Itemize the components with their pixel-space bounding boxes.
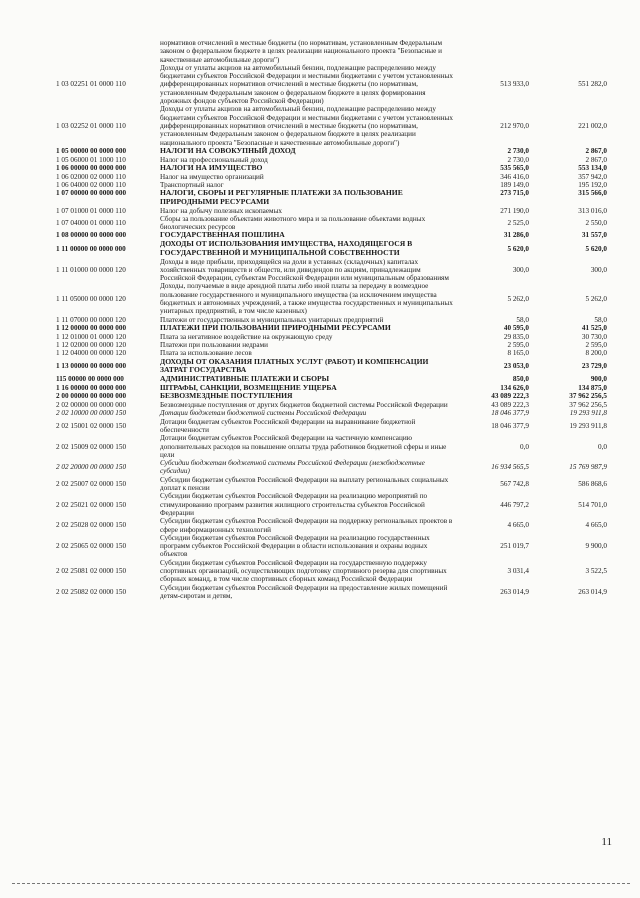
row-value-1: 0,0 [520, 442, 529, 451]
row-value-2: 9 900,0 [585, 542, 607, 551]
table-row [56, 476, 618, 493]
row-value-2: 58,0 [594, 315, 607, 324]
row-value-2: 514 701,0 [578, 500, 607, 509]
row-name: Налог на профессиональный доход [160, 155, 268, 164]
row-value-1: 2 730,0 [507, 155, 529, 164]
row-value-2: 23 729,0 [581, 362, 607, 371]
table-row [56, 401, 618, 409]
row-value-1: 189 149,0 [500, 180, 529, 189]
table-row [56, 384, 618, 393]
row-name: БЕЗВОЗМЕЗДНЫЕ ПОСТУПЛЕНИЯ [160, 391, 293, 401]
row-name: Транспортный налог [160, 180, 224, 189]
table-row [56, 173, 618, 181]
row-value-1: 2 525,0 [507, 219, 529, 227]
row-name: Субсидии бюджетам субъектов Российской Федерации на предоставление жилых помещений детям-сиротам и детям, [160, 583, 448, 600]
row-value-1: 43 089 222,3 [491, 392, 529, 401]
row-name: Доходы от уплаты акцизов на автомобильный бензин, подлежащие распределению между бюджетами субъектов Российской Федерации и местными бюджетами с учетом установленных дифференцированных нормативов отчислений в местные бюджеты (по нормативам, установленным Федеральным законом о федеральном бюджете в целях реализации национального проекта "Безопасные и качественные автомобильные дороги") [160, 105, 453, 147]
table-row [56, 156, 618, 164]
row-value-2: 4 665,0 [585, 521, 607, 530]
row-value-2: 41 525,0 [581, 324, 607, 333]
table-row [56, 409, 618, 417]
row-code: 1 12 00000 00 0000 000 [56, 324, 127, 333]
row-name: ШТРАФЫ, САНКЦИИ, ВОЗМЕЩЕНИЕ УЩЕРБА [160, 382, 337, 392]
row-name: Безвозмездные поступления от других бюджетов бюджетной системы Российской Федерации [160, 401, 448, 410]
row-name: Субсидии бюджетам субъектов Российской Федерации на выплату региональных социальных доплат к пенсии [160, 475, 449, 493]
table-row [56, 164, 618, 173]
row-code: 1 11 07000 00 0000 120 [56, 315, 126, 324]
row-value-2: 2 867,0 [585, 146, 607, 155]
row-name: Платежи при пользовании недрами [160, 340, 269, 349]
row-value-2: 2 595,0 [585, 340, 607, 349]
row-value-1: 212 970,0 [500, 121, 529, 130]
table-row [56, 492, 618, 517]
table-row [56, 517, 618, 534]
row-code: 2 02 20000 00 0000 150 [56, 463, 127, 472]
row-name: Дотации бюджетам бюджетной системы Российской Федерации [160, 409, 367, 418]
row-name: ДОХОДЫ ОТ ОКАЗАНИЯ ПЛАТНЫХ УСЛУГ (РАБОТ) И КОМПЕНСАЦИИ ЗАТРАТ ГОСУДАРСТВА [160, 356, 429, 375]
row-code: 1 06 02000 02 0000 110 [56, 172, 126, 181]
row-value-2: 19 293 911,8 [569, 421, 607, 430]
table-row [56, 375, 618, 384]
row-value-1: 8 165,0 [507, 349, 529, 358]
row-value-2: 315 566,0 [578, 189, 607, 198]
row-value-1: 5 262,0 [507, 294, 529, 303]
table-row [56, 358, 618, 375]
row-name: нормативов отчислений в местные бюджеты (по нормативам, установленным Федеральным законом о федеральном бюджете в целях реализации национального проекта "Безопасные и качественные автомобильные дороги") [160, 39, 443, 64]
row-value-1: 300,0 [512, 265, 529, 274]
revenue-table [56, 39, 618, 600]
row-value-2: 0,0 [598, 442, 607, 451]
row-code: 2 02 25007 02 0000 150 [56, 479, 127, 488]
row-code: 2 02 25028 02 0000 150 [56, 521, 127, 530]
row-name: Дотации бюджетам субъектов Российской Федерации на выравнивание бюджетной обеспеченности [160, 417, 416, 434]
row-code: 2 02 00000 00 0000 000 [56, 401, 127, 410]
table-row [56, 64, 618, 105]
row-name: НАЛОГИ, СБОРЫ И РЕГУЛЯРНЫЕ ПЛАТЕЖИ ЗА ПОЛЬЗОВАНИЕ ПРИРОДНЫМИ РЕСУРСАМИ [160, 188, 403, 206]
table-row [56, 105, 618, 146]
row-value-1: 31 286,0 [503, 231, 529, 240]
row-name: Дотации бюджетам субъектов Российской Федерации на частичную компенсацию дополнительных расходов на повышение оплаты труда работников бюджетной сферы и иные цели [160, 434, 447, 459]
row-value-1: 273 715,0 [500, 189, 529, 198]
row-value-2: 5 262,0 [585, 294, 607, 303]
row-value-2: 37 962 256,5 [569, 401, 607, 410]
table-row [56, 215, 618, 232]
row-value-1: 16 934 565,5 [491, 463, 529, 472]
row-value-2: 15 769 987,9 [569, 463, 607, 472]
row-name: Налог на добычу полезных ископаемых [160, 206, 283, 215]
row-code: 1 03 02252 01 0000 110 [56, 121, 126, 130]
row-code: 1 07 01000 01 0000 110 [56, 206, 126, 215]
row-code: 1 05 06000 01 1000 110 [56, 155, 126, 164]
row-code: 1 12 01000 01 0000 120 [56, 332, 127, 341]
table-row [56, 584, 618, 601]
table-row [56, 341, 618, 349]
row-value-2: 8 200,0 [585, 349, 607, 358]
row-code: 2 02 15009 02 0000 150 [56, 442, 127, 451]
row-name: ПЛАТЕЖИ ПРИ ПОЛЬЗОВАНИИ ПРИРОДНЫМИ РЕСУРСАМИ [160, 322, 391, 332]
row-code: 1 12 04000 00 0000 120 [56, 349, 127, 358]
row-value-2: 553 134,0 [578, 163, 607, 172]
table-row [56, 189, 618, 206]
row-name: Субсидии бюджетам субъектов Российской Федерации на поддержку региональных проектов в сфере информационных технологий [160, 517, 453, 534]
row-code: 2 02 25081 02 0000 150 [56, 566, 127, 575]
row-name: Доходы, получаемые в виде арендной платы либо иной платы за передачу в возмездное пользование государственного и муниципального имущества (за исключением имущества бюджетных и автономных учреждений, а также имущества государственных и муниципальных унитарных предприятий, в том числе казенных) [160, 282, 453, 316]
row-name: Субсидии бюджетам субъектов Российской Федерации на реализацию мероприятий по стимулированию программ развития жилищного строительства субъектов Российской Федерации [160, 492, 428, 517]
table-row [56, 559, 618, 584]
row-name: Платежи от государственных и муниципальных унитарных предприятий [160, 315, 384, 324]
row-value-2: 586 868,6 [578, 479, 607, 488]
row-code: 2 02 10000 00 0000 150 [56, 409, 127, 418]
row-value-1: 43 089 222,3 [491, 401, 529, 410]
row-value-2: 134 875,0 [578, 383, 607, 392]
row-value-1: 18 046 377,9 [491, 409, 529, 418]
row-value-1: 513 933,0 [500, 80, 529, 89]
row-code: 2 02 25021 02 0000 150 [56, 500, 127, 509]
row-code: 1 13 00000 00 0000 000 [56, 362, 127, 371]
row-code: 1 06 04000 02 0000 110 [56, 180, 126, 189]
row-code: 1 08 00000 00 0000 000 [56, 231, 127, 240]
row-name: Налог на имущество организаций [160, 172, 264, 181]
row-value-1: 263 014,9 [500, 587, 529, 596]
row-code: 1 05 00000 00 0000 000 [56, 146, 127, 155]
table-row [56, 324, 618, 333]
row-value-1: 40 595,0 [503, 324, 529, 333]
row-code: 2 02 25065 02 0000 150 [56, 542, 127, 551]
row-code: 1 07 04000 01 0000 110 [56, 219, 126, 227]
row-code: 1 07 00000 00 0000 000 [56, 189, 127, 198]
row-value-2: 313 016,0 [578, 206, 607, 215]
row-name: ДОХОДЫ ОТ ИСПОЛЬЗОВАНИЯ ИМУЩЕСТВА, НАХОДЯЩЕГОСЯ В ГОСУДАРСТВЕННОЙ И МУНИЦИПАЛЬНОЙ СОБСТВЕННОСТИ [160, 239, 413, 257]
table-row [56, 39, 618, 64]
row-code: 1 11 05000 00 0000 120 [56, 294, 126, 303]
table-row [56, 207, 618, 215]
row-code: 1 03 02251 01 0000 110 [56, 80, 126, 89]
row-value-2: 5 620,0 [585, 244, 607, 253]
row-value-1: 29 835,0 [503, 332, 529, 341]
page-number: 11 [601, 836, 612, 848]
row-code: 1 11 00000 00 0000 000 [56, 244, 126, 253]
row-name: АДМИНИСТРАТИВНЫЕ ПЛАТЕЖИ И СБОРЫ [160, 373, 330, 383]
row-name: Доходы в виде прибыли, приходящейся на доли в уставных (складочных) капиталах хозяйственных товариществ и обществ, или дивидендов по акциям, принадлежащим Российской Федерации, субъектам Российской Федерации или муниципальным образованиям [160, 257, 449, 283]
row-code: 1 12 02000 00 0000 120 [56, 340, 127, 349]
row-value-2: 195 192,0 [578, 180, 607, 189]
row-name: Сборы за пользование объектами животного мира и за пользование объектами водных биологических ресурсов [160, 214, 426, 232]
row-name: НАЛОГИ НА СОВОКУПНЫЙ ДОХОД [160, 145, 296, 155]
row-code: 2 02 15001 02 0000 150 [56, 421, 127, 430]
row-value-2: 30 730,0 [581, 332, 607, 341]
table-row [56, 258, 618, 283]
table-row [56, 147, 618, 156]
row-name: Субсидии бюджетам субъектов Российской Федерации на реализацию государственных программ субъектов Российской Федерации в области использования и охраны водных объектов [160, 533, 430, 559]
row-value-2: 551 282,0 [578, 80, 607, 89]
row-code: 2 02 25082 02 0000 150 [56, 587, 127, 596]
row-value-1: 18 046 377,9 [491, 421, 529, 430]
row-name: Доходы от уплаты акцизов на автомобильный бензин, подлежащие распределению между бюджетами субъектов Российской Федерации и местными бюджетами с учетом установленных дифференцированных нормативов отчислений в местные бюджеты (по нормативам, установленным Федеральным законом о федеральном бюджете в целях формирования дорожных фондов субъектов Российской Федерации) [160, 63, 453, 106]
row-name: НАЛОГИ НА ИМУЩЕСТВО [160, 162, 263, 172]
row-name: Субсидии бюджетам субъектов Российской Федерации на государственную поддержку спортивных организаций, осуществляющих подготовку спортивного резерва для спортивных сборных команд, в том числе спортивных сборных команд Российской Федерации [160, 558, 447, 584]
row-value-1: 346 416,0 [500, 172, 529, 181]
row-value-1: 4 665,0 [507, 521, 529, 530]
row-value-2: 3 522,5 [585, 566, 607, 575]
row-value-1: 446 797,2 [500, 500, 529, 509]
table-row [56, 459, 618, 476]
row-value-1: 567 742,8 [500, 479, 529, 488]
row-value-2: 19 293 911,8 [569, 409, 607, 418]
table-row [56, 434, 618, 459]
row-value-1: 535 565,0 [500, 163, 529, 172]
row-name: Плата за негативное воздействие на окружающую среду [160, 332, 333, 341]
row-code: 2 00 00000 00 0000 000 [56, 392, 127, 401]
row-code: 1 11 01000 00 0000 120 [56, 265, 126, 274]
row-value-2: 357 942,0 [578, 172, 607, 181]
row-value-1: 134 626,0 [500, 383, 529, 392]
row-value-1: 3 031,4 [507, 566, 529, 575]
row-value-2: 300,0 [590, 265, 607, 274]
row-name: Плата за использование лесов [160, 349, 252, 358]
row-value-1: 23 053,0 [503, 362, 529, 371]
row-name: Субсидии бюджетам бюджетной системы Российской Федерации (межбюджетные субсидии) [160, 459, 425, 476]
footer-rule [12, 883, 630, 884]
row-code: 1 16 00000 00 0000 000 [56, 383, 127, 392]
row-value-2: 2 867,0 [585, 155, 607, 164]
row-code: 115 00000 00 0000 000 [56, 374, 124, 383]
row-code: 1 06 00000 00 0000 000 [56, 163, 127, 172]
row-value-1: 2 730,0 [507, 146, 529, 155]
row-value-1: 251 019,7 [500, 542, 529, 551]
row-value-1: 850,0 [512, 374, 529, 383]
row-value-1: 2 595,0 [507, 340, 529, 349]
table-row [56, 418, 618, 435]
row-value-2: 221 002,0 [578, 121, 607, 130]
row-value-2: 900,0 [590, 374, 607, 383]
table-row [56, 333, 618, 341]
table-row [56, 392, 618, 401]
row-value-2: 263 014,9 [578, 587, 607, 596]
table-row [56, 282, 618, 315]
table-row [56, 240, 618, 257]
row-value-2: 2 550,0 [585, 219, 607, 227]
row-value-1: 271 190,0 [500, 206, 529, 215]
row-value-2: 37 962 256,5 [569, 392, 607, 401]
row-value-1: 58,0 [516, 315, 529, 324]
row-value-2: 31 557,0 [581, 231, 607, 240]
table-row [56, 534, 618, 559]
row-value-1: 5 620,0 [507, 244, 529, 253]
row-name: ГОСУДАРСТВЕННАЯ ПОШЛИНА [160, 230, 285, 240]
